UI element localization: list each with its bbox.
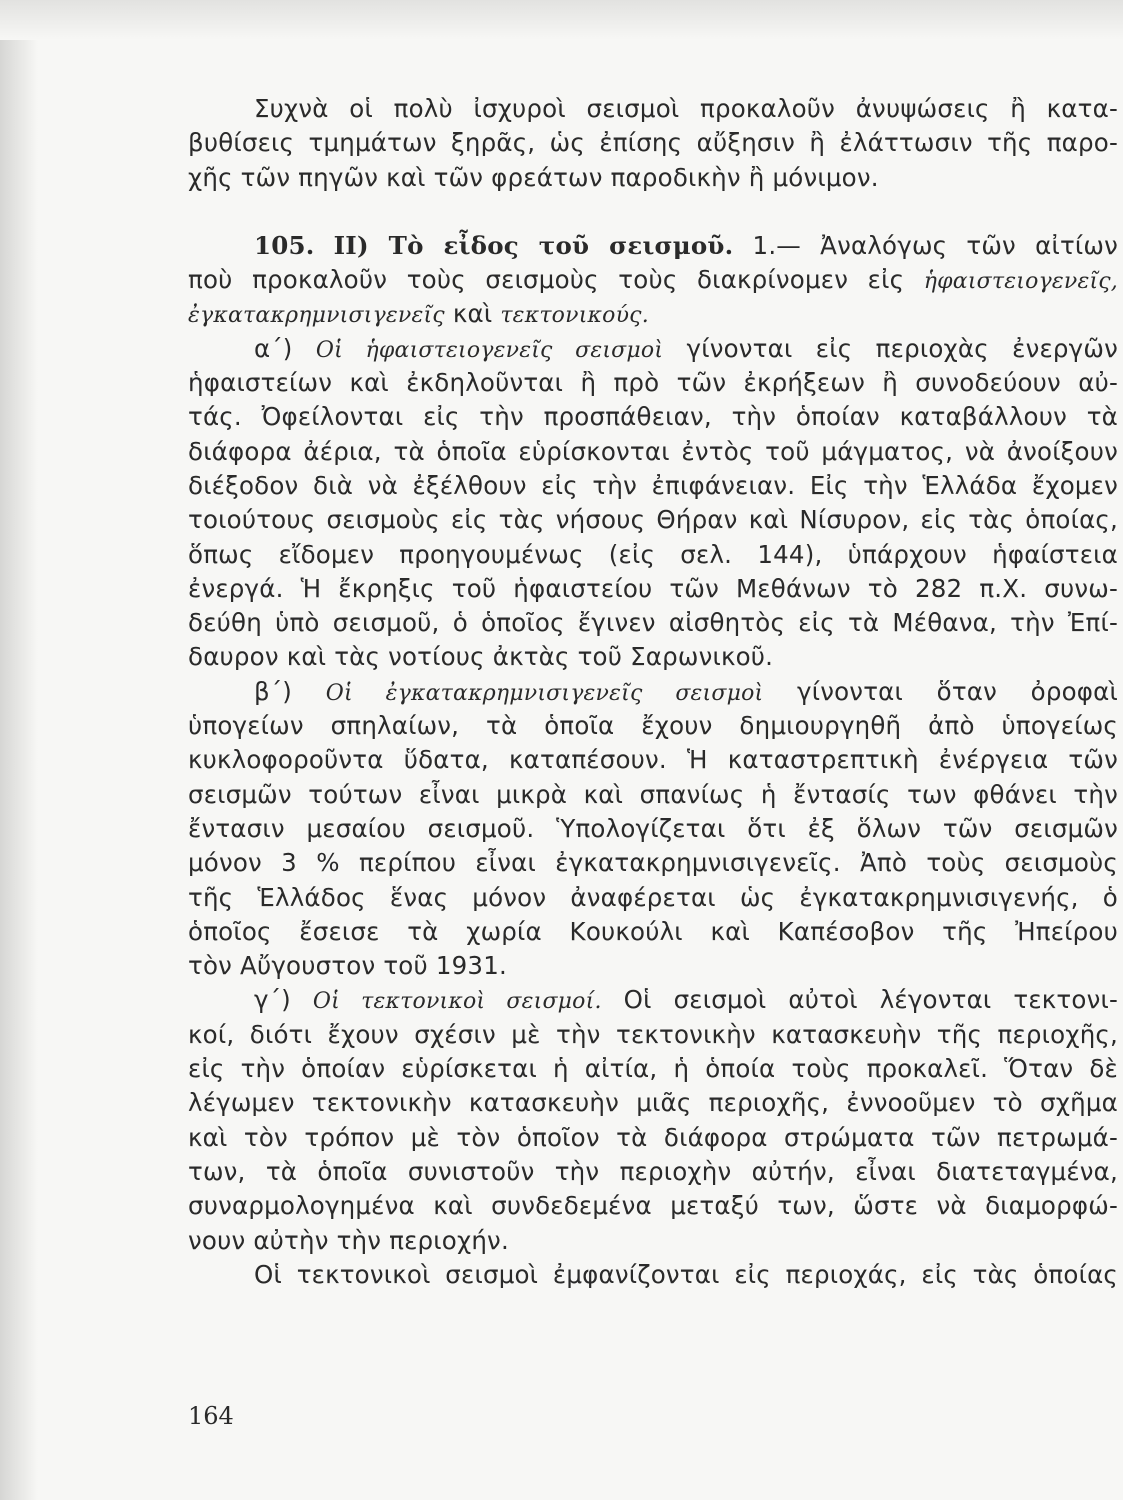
section-line-2-text: ποὺ προκαλοῦν τοὺς σεισμοὺς τοὺς διακρίνομεν εἰς bbox=[188, 265, 905, 295]
section-title: ΙΙ) Τὸ εἶδος τοῦ σεισμοῦ. bbox=[333, 230, 734, 260]
term-tectonic: τεκτονικούς. bbox=[500, 303, 649, 329]
page-edge-shadow bbox=[0, 0, 38, 1500]
para-a-line: ὅπως εἴδομεν προηγουμένως (εἰς σελ. 144), ὑπάρχουν ἡφαίστεια bbox=[188, 539, 1118, 569]
term-volcanic: ἡφαιστειογενεῖς, bbox=[923, 269, 1118, 295]
para-a-line: διάφορα ἀέρια, τὰ ὁποῖα εὑρίσκονται ἐντὸς τοῦ μάγματος, νὰ ἀνοίξουν bbox=[188, 436, 1118, 466]
section-lead: 1.— Ἀναλόγως τῶν αἰτίων bbox=[752, 230, 1118, 260]
para-c-label: γ΄) bbox=[254, 985, 291, 1015]
para-c-line: κοί, διότι ἔχουν σχέσιν μὲ τὴν τεκτονικὴν κατασκευὴν τῆς περιοχῆς, bbox=[188, 1019, 1118, 1049]
para-b-line: κυκλοφοροῦντα ὕδατα, καταπέσουν. Ἡ καταστρεπτικὴ ἐνέργεια τῶν bbox=[188, 745, 1118, 775]
para-c-line: συναρμολογημένα καὶ συνδεδεμένα μεταξύ των, ὥστε νὰ διαμορφώ- bbox=[188, 1191, 1118, 1221]
para-b-line-1 bbox=[188, 675, 1118, 709]
para-a-italic: Οἱ ἡφαιστειογενεῖς σεισμοὶ bbox=[315, 337, 664, 363]
para-b-line: ὑπογείων σπηλαίων, τὰ ὁποῖα ἔχουν δημιουργηθῆ ἀπὸ ὑπογείως bbox=[188, 711, 1118, 741]
para-c-line: εἰς τὴν ὁποίαν εὑρίσκεται ἡ αἰτία, ἡ ὁποία τοὺς προκαλεῖ. Ὅταν δὲ bbox=[188, 1054, 1118, 1084]
para-c-line: καὶ τὸν τρόπον μὲ τὸν ὁποῖον τὰ διάφορα στρώματα τῶν πετρωμά- bbox=[188, 1122, 1118, 1152]
intro-line-3: χῆς τῶν πηγῶν καὶ τῶν φρεάτων παροδικὴν ἢ μόνιμον. bbox=[188, 162, 879, 192]
intro-line-1: Συχνὰ οἱ πολὺ ἰσχυροὶ σεισμοὶ προκαλοῦν ἀνυψώσεις ἢ κατα- bbox=[254, 94, 1118, 123]
para-c-line: των, τὰ ὁποῖα συνιστοῦν τὴν περιοχὴν αὐτήν, εἶναι διατεταγμένα, bbox=[188, 1156, 1118, 1186]
para-a-label: α΄) bbox=[254, 333, 293, 363]
para-b-line: σεισμῶν τούτων εἶναι μικρὰ καὶ σπανίως ἡ ἔντασίς των φθάνει τὴν bbox=[188, 779, 1118, 809]
section-line-3-and: καὶ bbox=[452, 299, 493, 329]
para-d-line-1: Οἱ τεκτονικοὶ σεισμοὶ ἐμφανίζονται εἰς περιοχάς, εἰς τὰς ὁποίας bbox=[254, 1259, 1118, 1289]
body-text bbox=[188, 92, 1118, 1292]
para-a-line: δεύθη ὑπὸ σεισμοῦ, ὁ ὁποῖος ἔγινεν αἰσθητὸς εἰς τὰ Μέθανα, τὴν Ἐπί- bbox=[188, 608, 1118, 638]
para-b-last-line: τὸν Αὔγουστον τοῦ 1931. bbox=[188, 951, 507, 981]
para-c-line-1 bbox=[188, 983, 1118, 1017]
section-line-2 bbox=[188, 263, 1118, 297]
intro-line-2: βυθίσεις τμημάτων ξηρᾶς, ὡς ἐπίσης αὔξησιν ἢ ἐλάττωσιν τῆς παρο- bbox=[188, 128, 1118, 158]
para-a-last-line: δαυρον καὶ τὰς νοτίους ἀκτὰς τοῦ Σαρωνικοῦ. bbox=[188, 642, 774, 672]
para-a-line: τάς. Ὀφείλονται εἰς τὴν προσπάθειαν, τὴν ὁποίαν καταβάλλουν τὰ bbox=[188, 402, 1118, 432]
para-b-line: τῆς Ἑλλάδος ἕνας μόνον ἀναφέρεται ὡς ἐγκατακρημνισιγενής, ὁ bbox=[188, 882, 1118, 912]
section-heading-line bbox=[188, 229, 1118, 263]
para-a-line: τοιούτους σεισμοὺς εἰς τὰς νήσους Θήραν καὶ Νίσυρον, εἰς τὰς ὁποίας, bbox=[188, 505, 1118, 535]
para-c-line: λέγωμεν τεκτονικὴν κατασκευὴν μιᾶς περιοχῆς, ἐννοοῦμεν τὸ σχῆμα bbox=[188, 1088, 1118, 1118]
para-b-first-rest: γίνονται ὅταν ὀροφαὶ bbox=[797, 676, 1119, 706]
para-c-italic: Οἱ τεκτονικοὶ σεισμοί. bbox=[312, 989, 602, 1015]
para-b-line: μόνον 3 % περίπου εἶναι ἐγκατακρημνισιγενεῖς. Ἀπὸ τοὺς σεισμοὺς bbox=[188, 848, 1118, 878]
para-a-first-rest: γίνονται εἰς περιοχὰς ἐνεργῶν bbox=[686, 333, 1118, 363]
page-number: 164 bbox=[188, 1402, 234, 1430]
para-b-italic: Οἱ ἐγκατακρημνισιγενεῖς σεισμοὶ bbox=[325, 680, 764, 706]
para-a-line: διέξοδον διὰ νὰ ἐξέλθουν εἰς τὴν ἐπιφάνειαν. Εἰς τὴν Ἑλλάδα ἔχομεν bbox=[188, 470, 1118, 500]
para-a-line: ἡφαιστείων καὶ ἐκδηλοῦνται ἢ πρὸ τῶν ἐκρήξεων ἢ συνοδεύουν αὐ- bbox=[188, 368, 1118, 398]
para-b-line: ἔντασιν μεσαίου σεισμοῦ. Ὑπολογίζεται ὅτι ἐξ ὅλων τῶν σεισμῶν bbox=[188, 813, 1118, 843]
para-b-label: β΄) bbox=[254, 676, 293, 706]
term-collapse: ἐγκατακρημνισιγενεῖς bbox=[188, 303, 445, 329]
para-a-line: ἐνεργά. Ἡ ἔκρηξις τοῦ ἡφαιστείου τῶν Μεθάνων τὸ 282 π.Χ. συνω- bbox=[188, 573, 1118, 603]
para-b-line: ὁποῖος ἔσεισε τὰ χωρία Κουκούλι καὶ Καπέσοβον τῆς Ἠπείρου bbox=[188, 916, 1118, 946]
para-c-first-rest: Οἱ σεισμοὶ αὐτοὶ λέγονται τεκτονι- bbox=[623, 985, 1118, 1015]
para-c-last-line: νουν αὐτὴν τὴν περιοχήν. bbox=[188, 1225, 509, 1255]
section-line-3 bbox=[188, 297, 1118, 331]
page-top-shadow bbox=[0, 0, 1123, 40]
para-a-line-1 bbox=[188, 332, 1118, 366]
section-number: 105. bbox=[254, 230, 315, 260]
